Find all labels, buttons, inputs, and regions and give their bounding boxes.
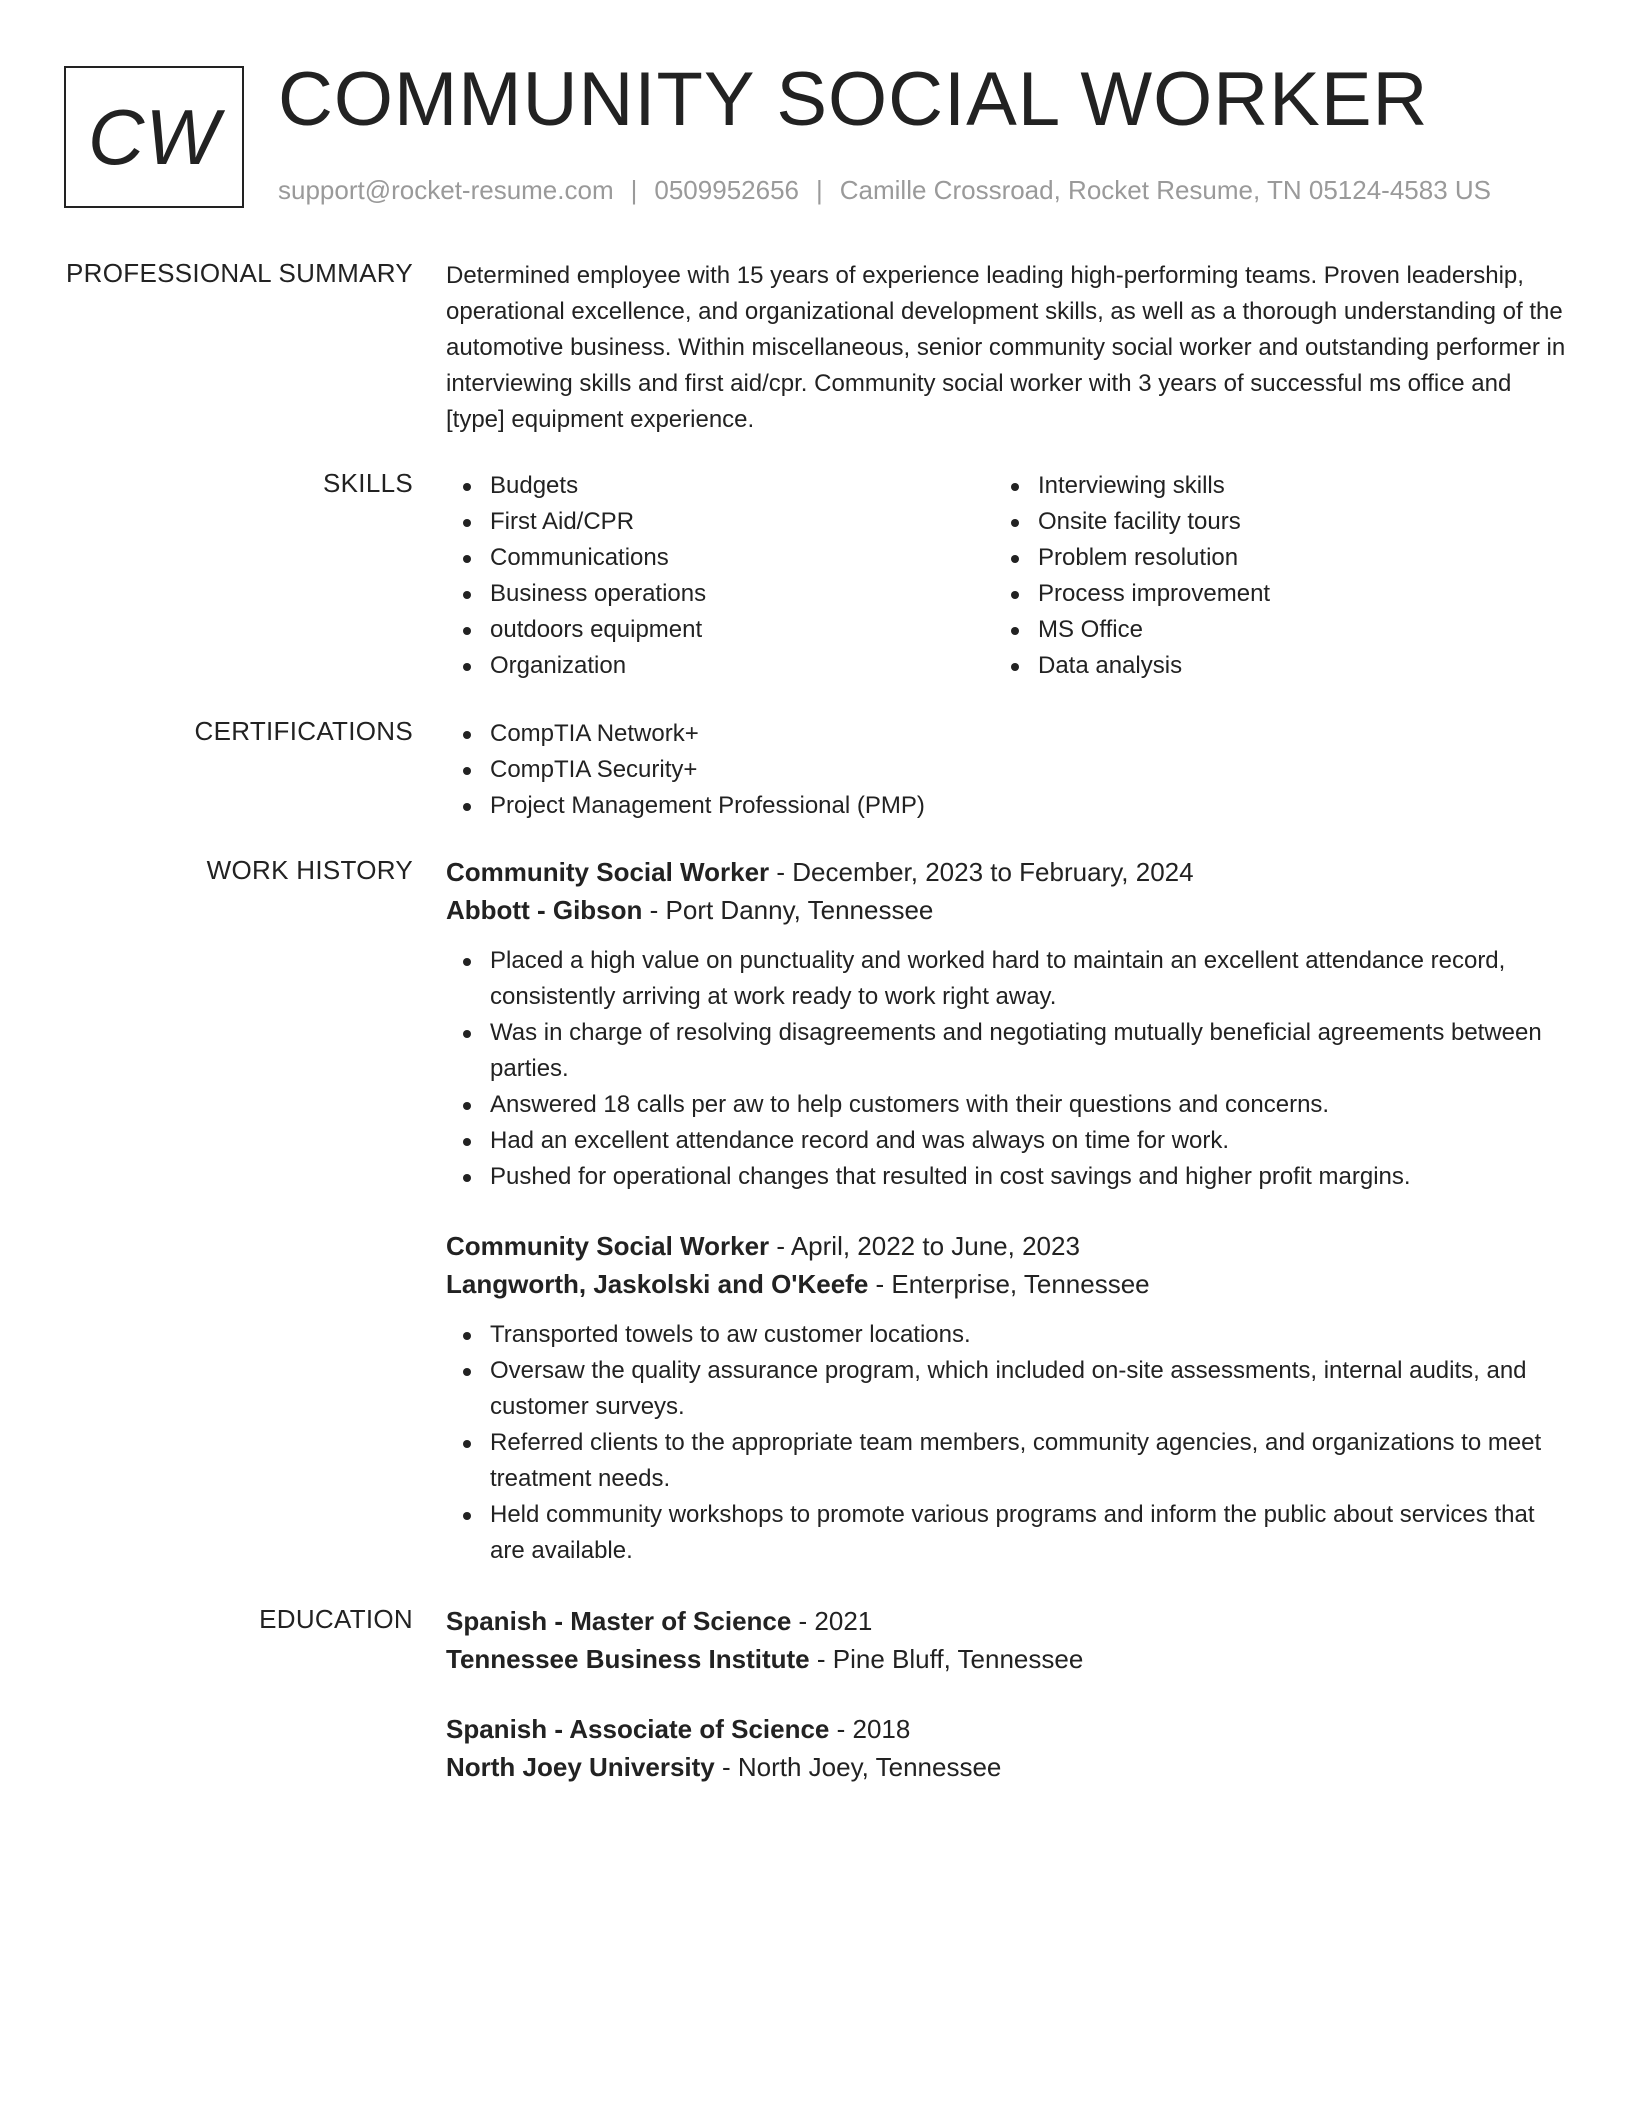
section-label-education: EDUCATION: [259, 1604, 413, 1634]
monogram-initials: CW: [88, 92, 220, 181]
job-dates: - April, 2022 to June, 2023: [769, 1231, 1080, 1261]
contact-separator: |: [816, 175, 823, 205]
skill-item: Business operations: [446, 576, 994, 612]
school-line: [446, 1640, 1566, 1678]
contact-address: Camille Crossroad, Rocket Resume, TN 05124-4583 US: [839, 175, 1492, 205]
degree-line: [446, 1710, 1566, 1748]
certification-item: CompTIA Network+: [446, 716, 1566, 752]
job-company: Abbott - Gibson: [446, 895, 643, 925]
job-title: Community Social Worker: [446, 1231, 770, 1261]
section-label-work-history: WORK HISTORY: [206, 855, 413, 885]
degree: Spanish - Associate of Science: [446, 1714, 830, 1744]
skill-item: Onsite facility tours: [994, 504, 1542, 540]
job-title-line: [446, 853, 1566, 891]
job-bullet: Pushed for operational changes that resulted in cost savings and higher profit margins.: [446, 1159, 1566, 1195]
certifications-list: [446, 716, 1566, 824]
job-bullets: [446, 943, 1566, 1195]
graduation-year: - 2021: [791, 1606, 873, 1636]
skill-item: Organization: [446, 648, 994, 684]
skill-item: First Aid/CPR: [446, 504, 994, 540]
graduation-year: - 2018: [829, 1714, 911, 1744]
job-bullet: Had an excellent attendance record and was always on time for work.: [446, 1123, 1566, 1159]
contact-email[interactable]: support@rocket-resume.com: [278, 175, 614, 205]
job-bullets: [446, 1317, 1566, 1569]
skill-item: Process improvement: [994, 576, 1542, 612]
job-entry: [446, 853, 1566, 1195]
school-location: - North Joey, Tennessee: [714, 1752, 1002, 1782]
contact-separator: |: [630, 175, 638, 205]
skills-list-right: [994, 468, 1542, 684]
summary-text: Determined employee with 15 years of experience leading high-performing teams. Proven leadership, operational excellence, and organizational development skills, as well as a thorough understanding of the automotive business. Within miscellaneous, senior community social worker and outstanding performer in interviewing skills and first aid/cpr. Community social worker with 3 years of successful ms office and [type] equipment experience.: [446, 262, 1566, 433]
skill-item: Communications: [446, 540, 994, 576]
skill-item: MS Office: [994, 612, 1542, 648]
section-label-skills: SKILLS: [323, 468, 413, 498]
contact-line: [278, 175, 1491, 206]
monogram-box: [64, 66, 244, 208]
degree-line: [446, 1602, 1566, 1640]
job-bullet: Held community workshops to promote various programs and inform the public about services that are available.: [446, 1497, 1566, 1569]
education-entry: [446, 1602, 1566, 1678]
school-location: - Pine Bluff, Tennessee: [809, 1644, 1084, 1674]
school: Tennessee Business Institute: [446, 1644, 810, 1674]
education-entry: [446, 1710, 1566, 1786]
job-location: - Enterprise, Tennessee: [868, 1269, 1150, 1299]
job-dates: - December, 2023 to February, 2024: [769, 857, 1194, 887]
job-location: - Port Danny, Tennessee: [642, 895, 934, 925]
job-bullet: Oversaw the quality assurance program, which included on-site assessments, internal audits, and customer surveys.: [446, 1353, 1566, 1425]
job-bullet: Placed a high value on punctuality and worked hard to maintain an excellent attendance record, consistently arriving at work ready to work right away.: [446, 943, 1566, 1015]
job-company-line: [446, 891, 1566, 929]
section-label-certifications: CERTIFICATIONS: [194, 716, 413, 746]
skills-grid: [446, 468, 1566, 684]
skill-item: Data analysis: [994, 648, 1542, 684]
job-company: Langworth, Jaskolski and O'Keefe: [446, 1269, 869, 1299]
skill-item: Interviewing skills: [994, 468, 1542, 504]
job-bullet: Answered 18 calls per aw to help customers with their questions and concerns.: [446, 1087, 1566, 1123]
job-bullet: Referred clients to the appropriate team members, community agencies, and organizations to meet treatment needs.: [446, 1425, 1566, 1497]
section-label-summary: PROFESSIONAL SUMMARY: [66, 258, 413, 288]
job-bullet: Was in charge of resolving disagreements and negotiating mutually beneficial agreements between parties.: [446, 1015, 1566, 1087]
job-company-line: [446, 1265, 1566, 1303]
school: North Joey University: [446, 1752, 715, 1782]
school-line: [446, 1748, 1566, 1786]
certification-item: CompTIA Security+: [446, 752, 1566, 788]
degree: Spanish - Master of Science: [446, 1606, 792, 1636]
certification-item: Project Management Professional (PMP): [446, 788, 1566, 824]
job-title: Community Social Worker: [446, 857, 770, 887]
job-bullet: Transported towels to aw customer locations.: [446, 1317, 1566, 1353]
resume-title: COMMUNITY SOCIAL WORKER: [278, 57, 1429, 142]
skill-item: Budgets: [446, 468, 994, 504]
skill-item: outdoors equipment: [446, 612, 994, 648]
job-entry: [446, 1227, 1566, 1569]
contact-phone[interactable]: 0509952656: [654, 175, 799, 205]
skill-item: Problem resolution: [994, 540, 1542, 576]
skills-list-left: [446, 468, 994, 684]
job-title-line: [446, 1227, 1566, 1265]
